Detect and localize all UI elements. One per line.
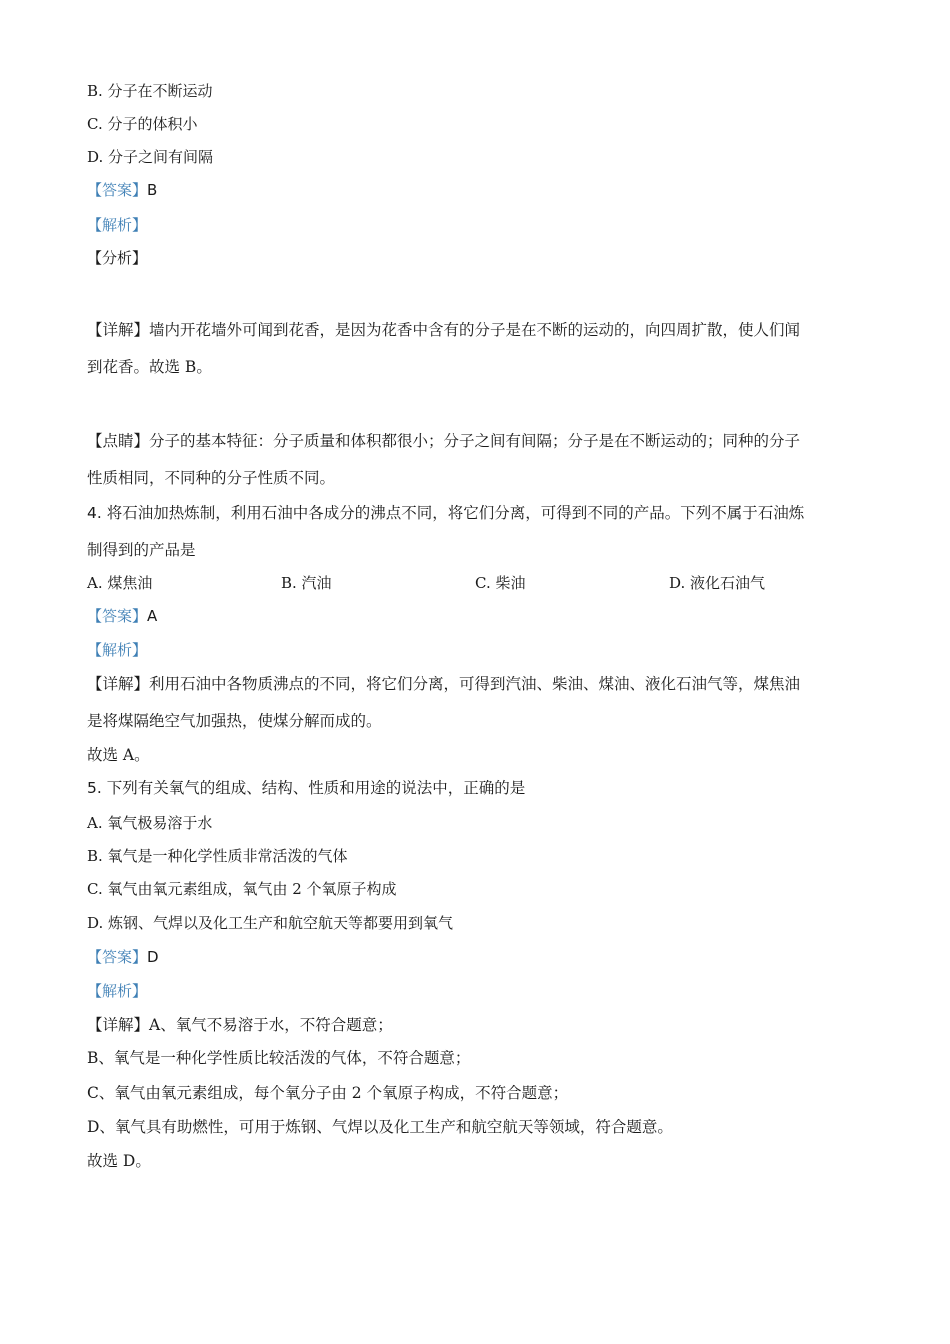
detail-text: 墙内开花墙外可闻到花香，是因为花香中含有的分子是在不断的运动的，向四周扩散，使人们闻 [149, 321, 801, 339]
q3-detail-line2: 到花香。故选 B。 [87, 358, 212, 376]
q5-option-c: C. 氧气由氧元素组成，氧气由 2 个氧原子构成 [87, 880, 397, 898]
detail-tag: 【详解】 [87, 1016, 150, 1034]
q3-dianjing-line2: 性质相同，不同种的分子性质不同。 [87, 469, 336, 487]
q3-detail-line1 [87, 320, 800, 340]
q4-number: 4. [87, 504, 102, 522]
q4-option-c: C. 柴油 [475, 574, 526, 592]
answer-value: D [147, 948, 159, 966]
dianjing-text: 分子的基本特征：分子质量和体积都很小；分子之间有间隔；分子是在不断运动的；同种的分子 [149, 432, 801, 450]
q5-analysis-tag: 【解析】 [87, 982, 148, 1000]
q3-option-b: B. 分子在不断运动 [87, 82, 213, 100]
detail-text: A、氧气不易溶于水，不符合题意； [149, 1016, 393, 1034]
detail-text: 利用石油中各物质沸点的不同，将它们分离，可得到汽油、柴油、煤油、液化石油气等，煤焦油 [149, 675, 801, 693]
q5-conclusion: 故选 D。 [87, 1152, 151, 1170]
q3-analysis-tag: 【解析】 [87, 216, 148, 234]
q5-number: 5. [87, 779, 102, 797]
answer-tag: 【答案】 [87, 607, 148, 625]
answer-tag: 【答案】 [87, 948, 148, 966]
q5-stem-text: 下列有关氧气的组成、结构、性质和用途的说法中，正确的是 [106, 779, 526, 797]
q5-option-a: A. 氧气极易溶于水 [87, 814, 213, 832]
q4-detail-line1 [87, 674, 800, 694]
q3-option-d: D. 分子之间有间隔 [87, 148, 214, 166]
q4-analysis-tag: 【解析】 [87, 641, 148, 659]
q5-stem [87, 778, 525, 798]
q3-dianjing-line1 [87, 431, 800, 451]
q5-option-b: B. 氧气是一种化学性质非常活泼的气体 [87, 847, 348, 865]
q5-detail-line1 [87, 1015, 393, 1035]
q4-detail-line2: 是将煤隔绝空气加强热，使煤分解而成的。 [87, 712, 382, 730]
q5-detail-line4: D、氧气具有助燃性，可用于炼钢、气焊以及化工生产和航空航天等领域，符合题意。 [87, 1118, 673, 1136]
q5-detail-line2: B、氧气是一种化学性质比较活泼的气体，不符合题意； [87, 1049, 471, 1067]
q5-answer [87, 947, 159, 967]
q5-detail-line3: C、氧气由氧元素组成，每个氧分子由 2 个氧原子构成，不符合题意； [87, 1084, 569, 1102]
q4-option-a: A. 煤焦油 [87, 574, 153, 592]
q3-fenxi-tag: 【分析】 [87, 249, 148, 267]
q3-answer [87, 180, 157, 200]
dianjing-tag: 【点睛】 [87, 432, 150, 450]
q4-option-d: D. 液化石油气 [669, 574, 766, 592]
q3-option-c: C. 分子的体积小 [87, 115, 198, 133]
q4-answer [87, 606, 157, 626]
q5-option-d: D. 炼钢、气焊以及化工生产和航空航天等都要用到氧气 [87, 914, 454, 932]
detail-tag: 【详解】 [87, 675, 150, 693]
answer-tag: 【答案】 [87, 181, 148, 199]
q4-stem-text: 将石油加热炼制，利用石油中各成分的沸点不同，将它们分离，可得到不同的产品。下列不属于石油炼 [106, 504, 805, 522]
q4-stem-line2: 制得到的产品是 [87, 541, 196, 559]
answer-value: A [147, 607, 158, 625]
q4-option-b: B. 汽油 [281, 574, 332, 592]
q4-stem-line1 [87, 503, 804, 523]
detail-tag: 【详解】 [87, 321, 150, 339]
answer-value: B [147, 181, 158, 199]
q4-conclusion: 故选 A。 [87, 746, 150, 764]
